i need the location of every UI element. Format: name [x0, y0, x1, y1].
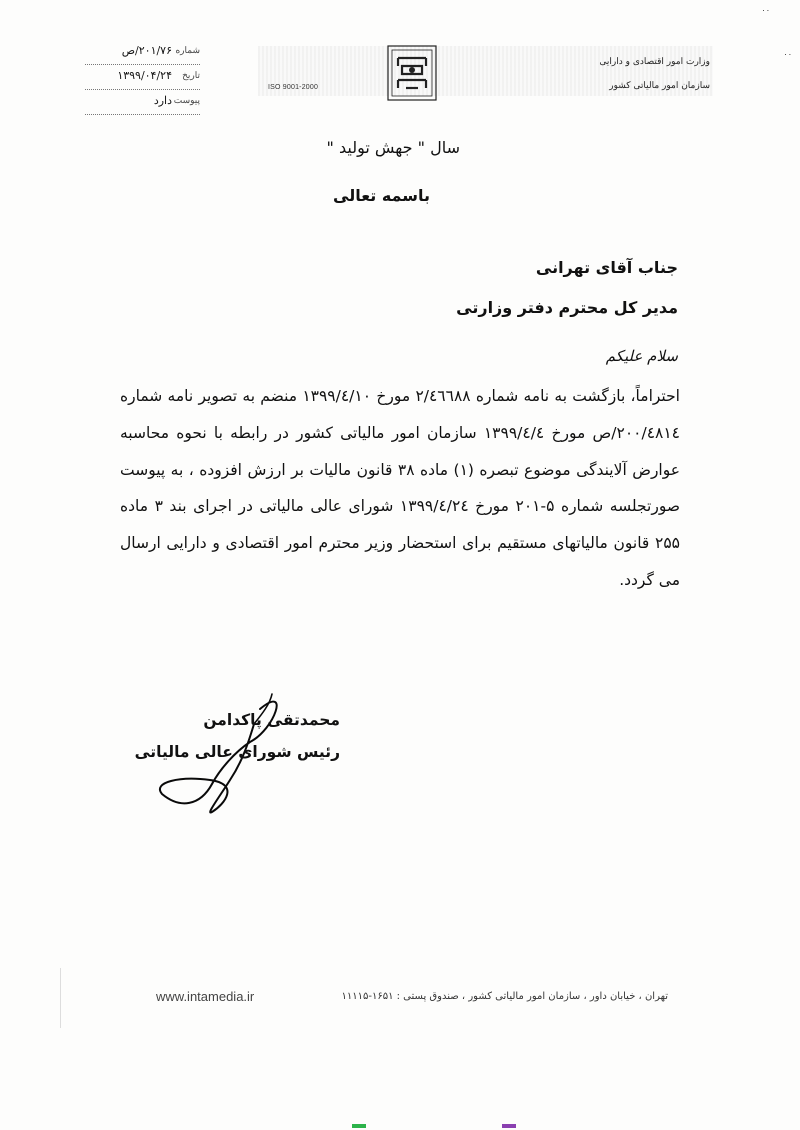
date-label: تاریخ [182, 71, 200, 81]
letter-body: احتراماً، بازگشت به نامه شماره ۲/٤٦٦٨٨ مورخ ۱۳۹۹/٤/۱۰ منضم به تصویر نامه شماره ۲۰۰/٤٨۱٤/ص مورخ ۱۳۹۹/٤/٤ سازمان امور مالیاتی کشور در رابطه با نحوه محاسبه عوارض آلایندگی موضوع تبصره (۱) ماده ۳۸ قانون مالیات بر ارزش افزوده ، به پیوست صورتجلسه شماره ۵-۲۰۱ مورخ ۱۳۹۹/٤/۲٤ شورای عالی مالیاتی در اجرای بند ۳ ماده ۲۵۵ قانون مالیاتهای مستقیم برای استحضار وزیر محترم امور اقتصادی و دارایی ارسال می گردد. [120, 387, 680, 589]
attachment-label: پیوست [173, 96, 200, 106]
recipient-title: مدیر کل محترم دفتر وزارتی [456, 298, 678, 317]
ministry-name: وزارت امور اقتصادی و دارایی [599, 57, 710, 67]
website-link: www.intamedia.ir [156, 989, 255, 1004]
attachment-row [85, 92, 200, 115]
number-row [85, 42, 200, 65]
margin-line [60, 968, 61, 1028]
organization-name: سازمان امور مالیاتی کشور [609, 81, 710, 91]
scan-color-mark [502, 1124, 516, 1128]
recipient-name: جناب آقای تهرانی [535, 258, 678, 277]
greeting: سلام علیکم [605, 347, 678, 365]
letter-meta [85, 42, 200, 117]
year-slogan: سال " جهش تولید " [326, 138, 460, 157]
invocation: باسمه تعالی [333, 186, 430, 205]
corner-mark: ۰۰ [783, 50, 792, 59]
iso-certification: ISO 9001-2000 [268, 84, 319, 91]
tax-organization-emblem-icon [386, 44, 438, 102]
signer-title: رئیس شورای عالی مالیاتی [134, 743, 340, 761]
date-row [85, 67, 200, 90]
scan-color-mark [352, 1124, 366, 1128]
postal-address: تهران ، خیابان داور ، سازمان امور مالیاتی کشور ، صندوق پستی : ۱۶۵۱-۱۱۱۱۵ [341, 991, 668, 1002]
corner-mark: ۰۰ [761, 6, 770, 15]
ministry-block [550, 50, 710, 98]
number-label: شماره [175, 46, 200, 56]
signer-name: محمدتقی پاکدامن [203, 711, 340, 729]
attachment-value: دارد [153, 94, 172, 107]
date-value: ۱۳۹۹/۰۴/۲۴ [117, 69, 172, 82]
number-value: ۲۰۱/۷۶/ص [121, 44, 172, 57]
